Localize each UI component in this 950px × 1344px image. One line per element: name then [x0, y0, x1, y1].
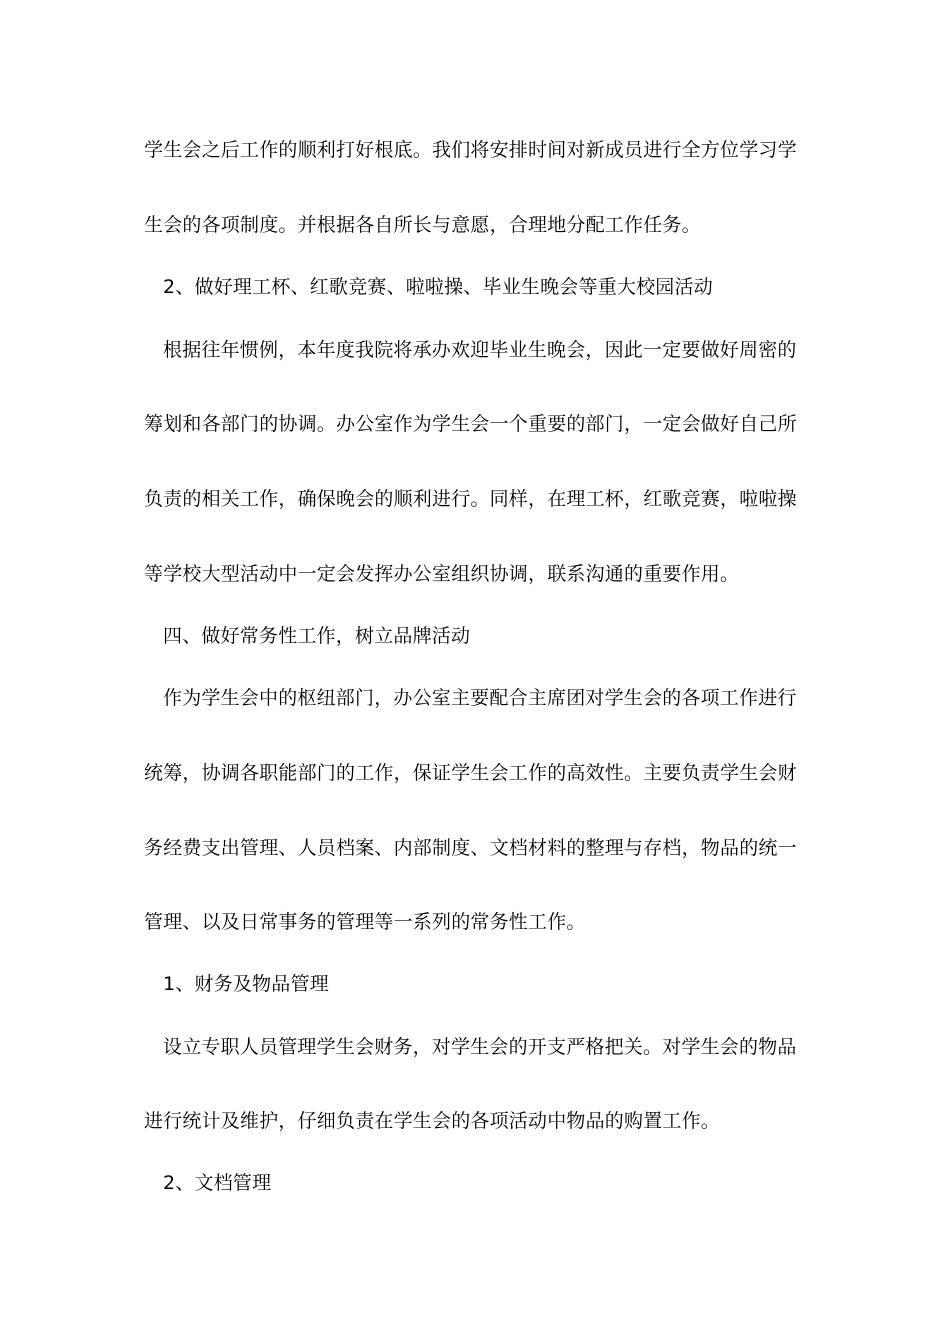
subheading-line: 1、财务及物品管理 — [163, 973, 329, 995]
body-text-line: 负责的相关工作，确保晚会的顺利进行。同样，在理工杯，红歌竞赛，啦啦操 — [144, 488, 797, 510]
body-text-line: 作为学生会中的枢纽部门，办公室主要配合主席团对学生会的各项工作进行 — [163, 687, 797, 709]
body-text-line: 管理、以及日常事务的管理等一系列的常务性工作。 — [144, 911, 586, 933]
section-heading-line: 四、做好常务性工作，树立品牌活动 — [163, 625, 471, 647]
subheading-line: 2、文档管理 — [163, 1172, 272, 1194]
body-text-line: 等学校大型活动中一定会发挥办公室组织协调，联系沟通的重要作用。 — [144, 563, 740, 585]
body-text-line: 进行统计及维护，仔细负责在学生会的各项活动中物品的购置工作。 — [144, 1110, 721, 1132]
body-text-line: 统筹，协调各职能部门的工作，保证学生会工作的高效性。主要负责学生会财 — [144, 762, 797, 784]
subheading-line: 2、做好理工杯、红歌竞赛、啦啦操、毕业生晚会等重大校园活动 — [163, 276, 713, 298]
body-text-line: 筹划和各部门的协调。办公室作为学生会一个重要的部门，一定会做好自己所 — [144, 413, 797, 435]
body-text-line: 学生会之后工作的顺利打好根底。我们将安排时间对新成员进行全方位学习学 — [144, 139, 797, 161]
body-text-line: 生会的各项制度。并根据各自所长与意愿，合理地分配工作任务。 — [144, 214, 701, 236]
body-text-line: 根据往年惯例，本年度我院将承办欢迎毕业生晚会，因此一定要做好周密的 — [163, 339, 797, 361]
body-text-line: 务经费支出管理、人员档案、内部制度、文档材料的整理与存档，物品的统一 — [144, 837, 797, 859]
body-text-line: 设立专职人员管理学生会财务，对学生会的开支严格把关。对学生会的物品 — [163, 1036, 797, 1058]
